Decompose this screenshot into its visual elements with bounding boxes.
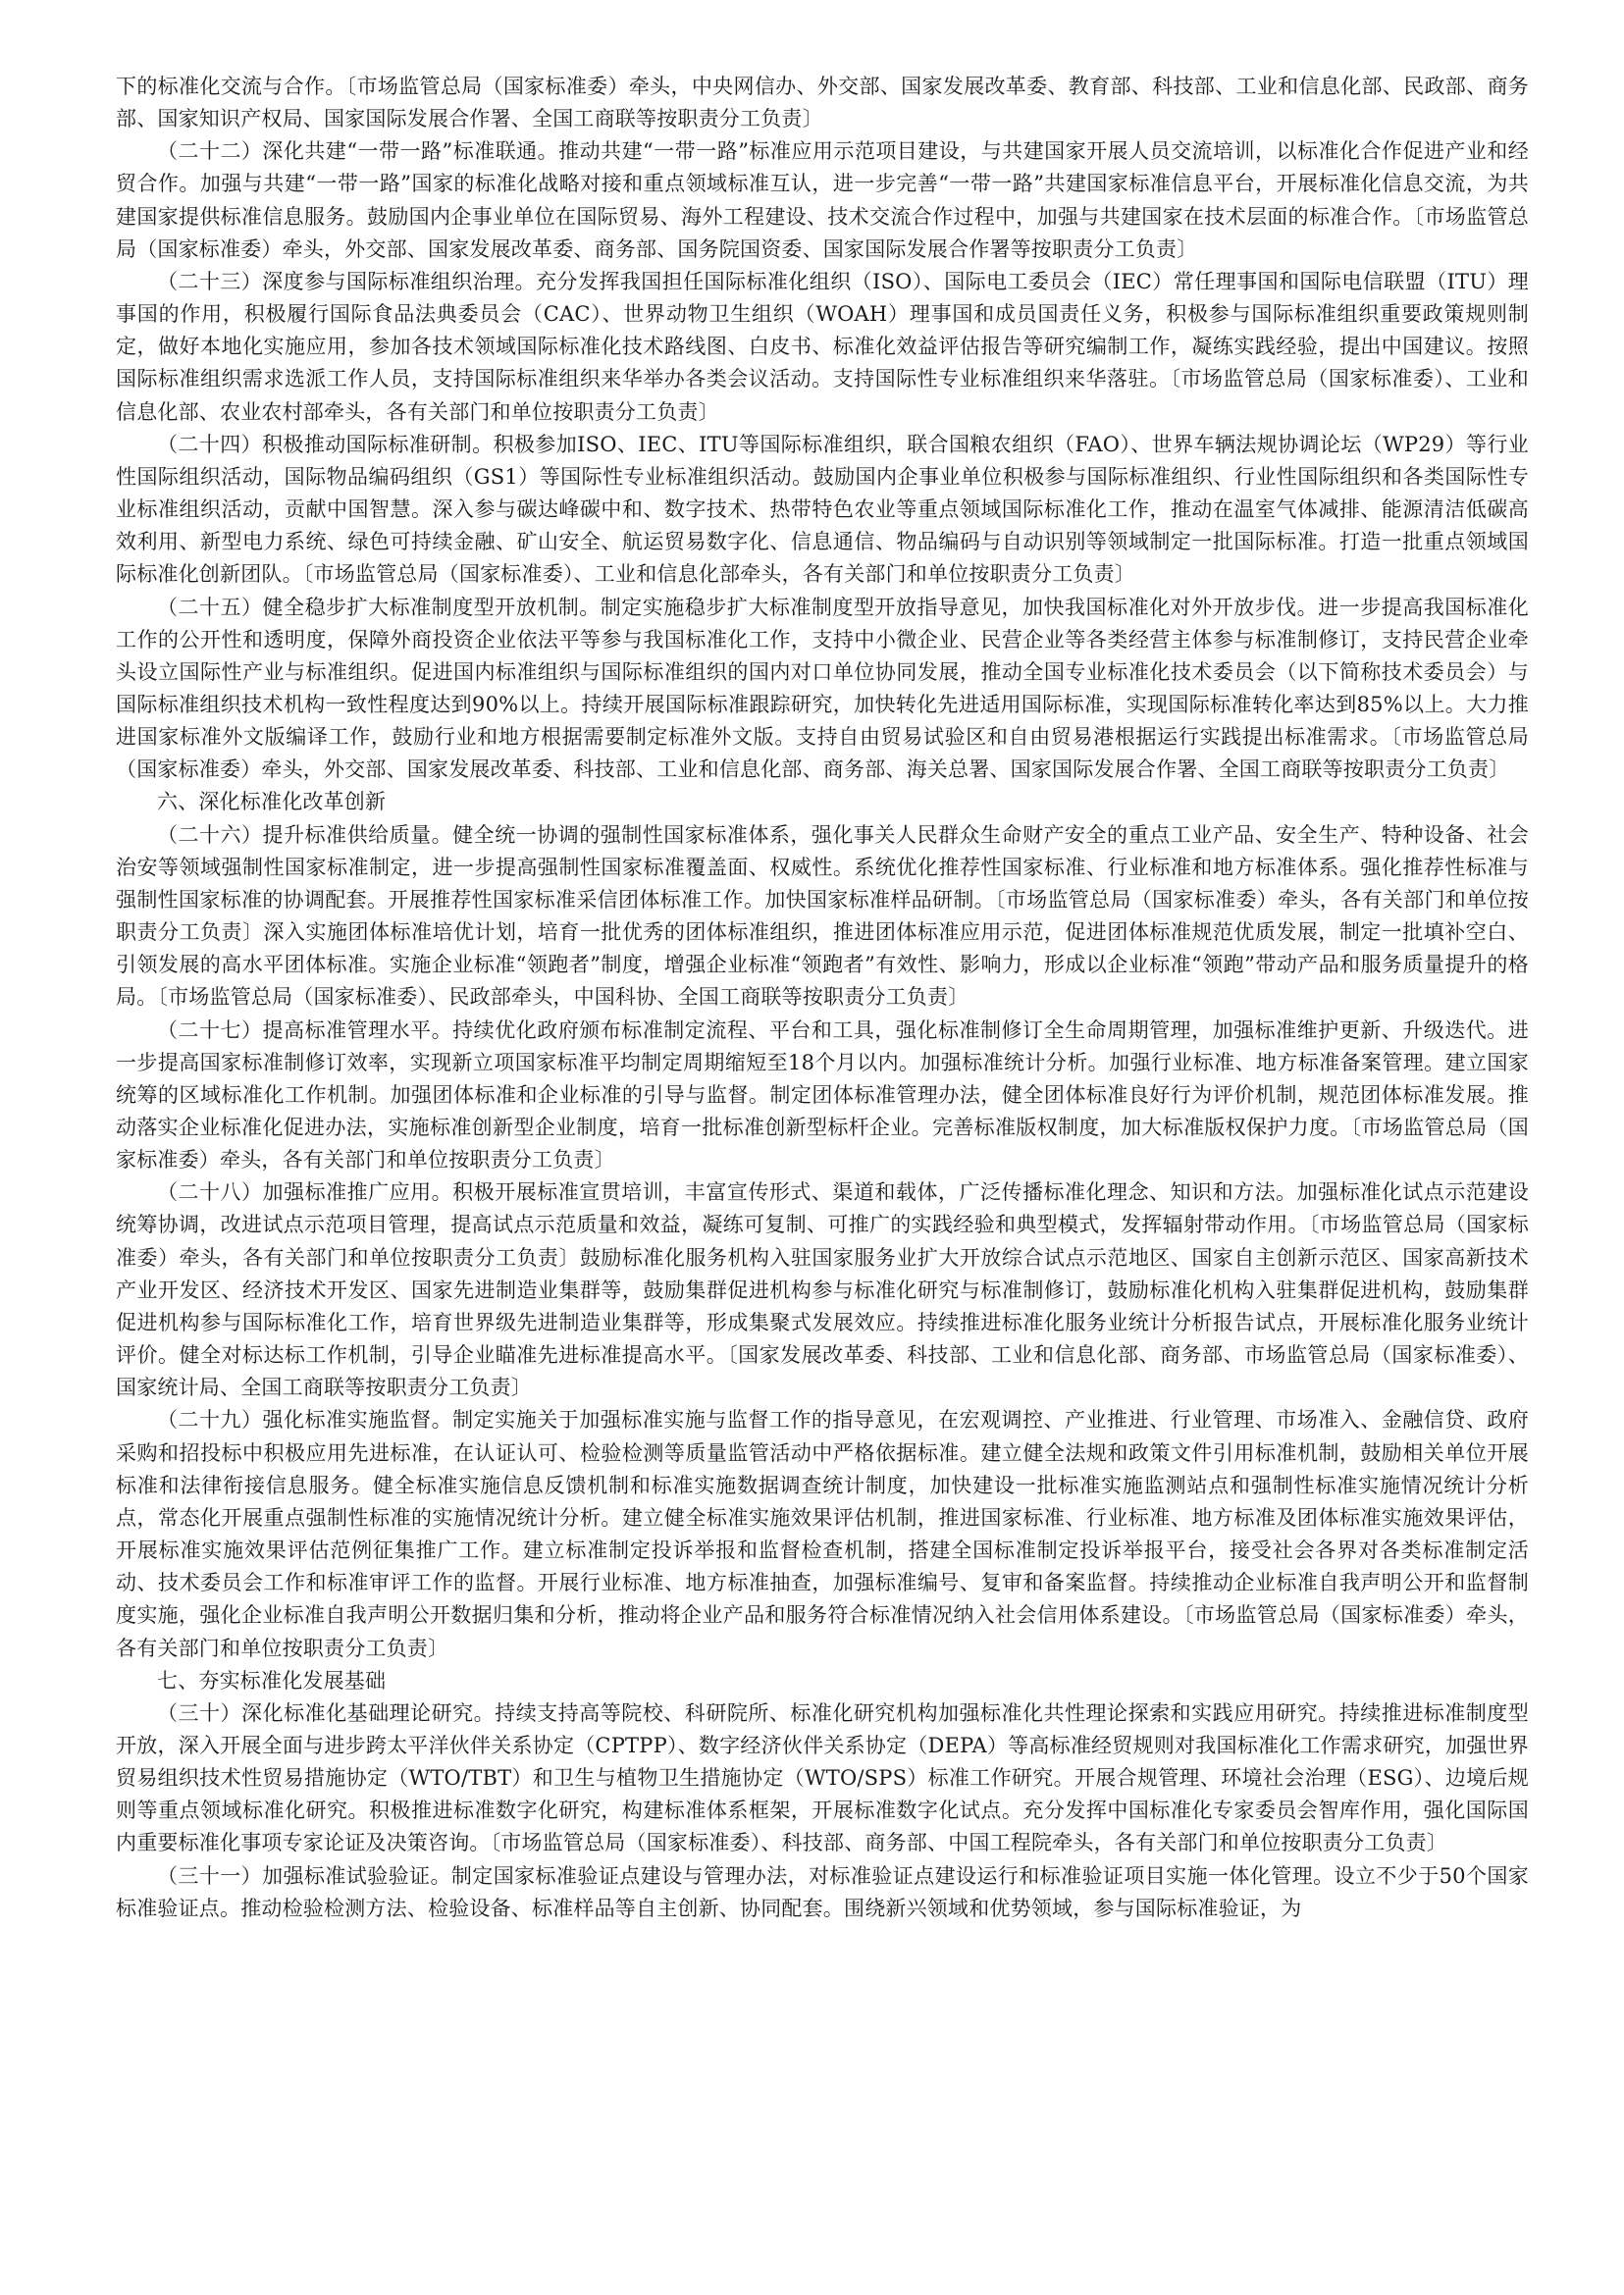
document-page xyxy=(116,71,1529,1925)
paragraph-23: （二十三）深度参与国际标准组织治理。充分发挥我国担任国际标准化组织（ISO）、国际电工委员会（IEC）常任理事国和国际电信联盟（ITU）理事国的作用，积极履行国际食品法典委员会（CAC）、世界动物卫生组织（WOAH）理事国和成员国责任义务，积极参与国际标准组织重要政策规则制定，做好本地化实施应用，参加各技术领域国际标准化技术路线图、白皮书、标准化效益评估报告等研究编制工作，凝练实践经验，提出中国建议。按照国际标准组织需求选派工作人员，支持国际标准组织来华举办各类会议活动。支持国际性专业标准组织来华落驻。〔市场监管总局（国家标准委）、工业和信息化部、农业农村部牵头，各有关部门和单位按职责分工负责〕 xyxy=(116,269,1529,424)
paragraph-30: （三十）深化标准化基础理论研究。持续支持高等院校、科研院所、标准化研究机构加强标准化共性理论探索和实践应用研究。持续推进标准制度型开放，深入开展全面与进步跨太平洋伙伴关系协定（CPTPP）、数字经济伙伴关系协定（DEPA）等高标准经贸规则对我国标准化工作需求研究，加强世界贸易组织技术性贸易措施协定（WTO/TBT）和卫生与植物卫生措施协定（WTO/SPS）标准工作研究。开展合规管理、环境社会治理（ESG）、边境后规则等重点领域标准化研究。积极推进标准数字化研究，构建标准体系框架，开展标准数字化试点。充分发挥中国标准化专家委员会智库作用，强化国际国内重要标准化事项专家论证及决策咨询。〔市场监管总局（国家标准委）、科技部、商务部、中国工程院牵头，各有关部门和单位按职责分工负责〕 xyxy=(116,1700,1529,1855)
section-heading-6: 六、深化标准化改革创新 xyxy=(157,790,387,814)
paragraph-continuation: 下的标准化交流与合作。〔市场监管总局（国家标准委）牵头，中央网信办、外交部、国家发展改革委、教育部、科技部、工业和信息化部、民政部、商务部、国家知识产权局、国家国际发展合作署、全国工商联等按职责分工负责〕 xyxy=(116,75,1529,131)
section-heading-7: 七、夯实标准化发展基础 xyxy=(157,1668,387,1693)
paragraph-27: （二十七）提高标准管理水平。持续优化政府颁布标准制定流程、平台和工具，强化标准制修订全生命周期管理，加强标准维护更新、升级迭代。进一步提高国家标准制修订效率，实现新立项国家标准平均制定周期缩短至18个月以内。加强标准统计分析。加强行业标准、地方标准备案管理。建立国家统筹的区域标准化工作机制。加强团体标准和企业标准的引导与监督。制定团体标准管理办法，健全团体标准良好行为评价机制，规范团体标准发展。推动落实企业标准化促进办法，实施标准创新型企业制度，培育一批标准创新型标杆企业。完善标准版权制度，加大标准版权保护力度。〔市场监管总局（国家标准委）牵头，各有关部门和单位按职责分工负责〕 xyxy=(116,1017,1529,1173)
paragraph-31: （三十一）加强标准试验验证。制定国家标准验证点建设与管理办法，对标准验证点建设运行和标准验证项目实施一体化管理。设立不少于50个国家标准验证点。推动检验检测方法、检验设备、标准样品等自主创新、协同配套。围绕新兴领域和优势领域，参与国际标准验证，为 xyxy=(116,1863,1529,1920)
paragraph-24: （二十四）积极推动国际标准研制。积极参加ISO、IEC、ITU等国际标准组织，联合国粮农组织（FAO）、世界车辆法规协调论坛（WP29）等行业性国际组织活动，国际物品编码组织（GS1）等国际性专业标准组织活动。鼓励国内企事业单位积极参与国际标准组织、行业性国际组织和各类国际性专业标准组织活动，贡献中国智慧。深入参与碳达峰碳中和、数字技术、热带特色农业等重点领域国际标准化工作，推动在温室气体减排、能源清洁低碳高效利用、新型电力系统、绿色可持续金融、矿山安全、航运贸易数字化、信息通信、物品编码与自动识别等领域制定一批国际标准。打造一批重点领域国际标准化创新团队。〔市场监管总局（国家标准委）、工业和信息化部牵头，各有关部门和单位按职责分工负责〕 xyxy=(116,432,1529,587)
paragraph-28: （二十八）加强标准推广应用。积极开展标准宣贯培训，丰富宣传形式、渠道和载体，广泛传播标准化理念、知识和方法。加强标准化试点示范建设统筹协调，改进试点示范项目管理，提高试点示范质量和效益，凝练可复制、可推广的实践经验和典型模式，发挥辐射带动作用。〔市场监管总局（国家标准委）牵头，各有关部门和单位按职责分工负责〕鼓励标准化服务机构入驻国家服务业扩大开放综合试点示范地区、国家自主创新示范区、国家高新技术产业开发区、经济技术开发区、国家先进制造业集群等，鼓励集群促进机构参与标准化研究与标准制修订，鼓励标准化机构入驻集群促进机构，鼓励集群促进机构参与国际标准化工作，培育世界级先进制造业集群等，形成集聚式发展效应。持续推进标准化服务业统计分析报告试点，开展标准化服务业统计评价。健全对标达标工作机制，引导企业瞄准先进标准提高水平。〔国家发展改革委、科技部、工业和信息化部、商务部、市场监管总局（国家标准委）、国家统计局、全国工商联等按职责分工负责〕 xyxy=(116,1180,1529,1400)
paragraph-25: （二十五）健全稳步扩大标准制度型开放机制。制定实施稳步扩大标准制度型开放指导意见，加快我国标准化对外开放步伐。进一步提高我国标准化工作的公开性和透明度，保障外商投资企业依法平等参与我国标准化工作，支持中小微企业、民营企业等各类经营主体参与标准制修订，支持民营企业牵头设立国际性产业与标准组织。促进国内标准组织与国际标准组织的国内对口单位协同发展，推动全国专业标准化技术委员会（以下简称技术委员会）与国际标准组织技术机构一致性程度达到90%以上。持续开展国际标准跟踪研究，加快转化先进适用国际标准，实现国际标准转化率达到85%以上。大力推进国家标准外文版编译工作，鼓励行业和地方根据需要制定标准外文版。支持自由贸易试验区和自由贸易港根据运行实践提出标准需求。〔市场监管总局（国家标准委）牵头，外交部、国家发展改革委、科技部、工业和信息化部、商务部、海关总署、国家国际发展合作署、全国工商联等按职责分工负责〕 xyxy=(116,595,1529,782)
paragraph-26: （二十六）提升标准供给质量。健全统一协调的强制性国家标准体系，强化事关人民群众生命财产安全的重点工业产品、安全生产、特种设备、社会治安等领域强制性国家标准制定，进一步提高强制性国家标准覆盖面、权威性。系统优化推荐性国家标准、行业标准和地方标准体系。强化推荐性标准与强制性国家标准的协调配套。开展推荐性国家标准采信团体标准工作。加快国家标准样品研制。〔市场监管总局（国家标准委）牵头，各有关部门和单位按职责分工负责〕深入实施团体标准培优计划，培育一批优秀的团体标准组织，推进团体标准应用示范，促进团体标准规范优质发展，制定一批填补空白、引领发展的高水平团体标准。实施企业标准“领跑者”制度，增强企业标准“领跑者”有效性、影响力，形成以企业标准“领跑”带动产品和服务质量提升的格局。〔市场监管总局（国家标准委）、民政部牵头，中国科协、全国工商联等按职责分工负责〕 xyxy=(116,822,1529,1010)
paragraph-29: （二十九）强化标准实施监督。制定实施关于加强标准实施与监督工作的指导意见，在宏观调控、产业推进、行业管理、市场准入、金融信贷、政府采购和招投标中积极应用先进标准，在认证认可、检验检测等质量监管活动中严格依据标准。建立健全法规和政策文件引用标准机制，鼓励相关单位开展标准和法律衔接信息服务。健全标准实施信息反馈机制和标准实施数据调查统计制度，加快建设一批标准实施监测站点和强制性标准实施情况统计分析点，常态化开展重点强制性标准的实施情况统计分析。建立健全标准实施效果评估机制，推进国家标准、行业标准、地方标准及团体标准实施效果评估，开展标准实施效果评估范例征集推广工作。建立标准制定投诉举报和监督检查机制，搭建全国标准制定投诉举报平台，接受社会各界对各类标准制定活动、技术委员会工作和标准审评工作的监督。开展行业标准、地方标准抽查，加强标准编号、复审和备案监督。持续推动企业标准自我声明公开和监督制度实施，强化企业标准自我声明公开数据归集和分析，推动将企业产品和服务符合标准情况纳入社会信用体系建设。〔市场监管总局（国家标准委）牵头，各有关部门和单位按职责分工负责〕 xyxy=(116,1408,1529,1660)
paragraph-22: （二十二）深化共建“一带一路”标准联通。推动共建“一带一路”标准应用示范项目建设，与共建国家开展人员交流培训，以标准化合作促进产业和经贸合作。加强与共建“一带一路”国家的标准化战略对接和重点领域标准互认，进一步完善“一带一路”共建国家标准信息平台，开展标准化信息交流，为共建国家提供标准信息服务。鼓励国内企事业单位在国际贸易、海外工程建设、技术交流合作过程中，加强与共建国家在技术层面的标准合作。〔市场监管总局（国家标准委）牵头，外交部、国家发展改革委、商务部、国务院国资委、国家国际发展合作署等按职责分工负责〕 xyxy=(116,139,1529,261)
